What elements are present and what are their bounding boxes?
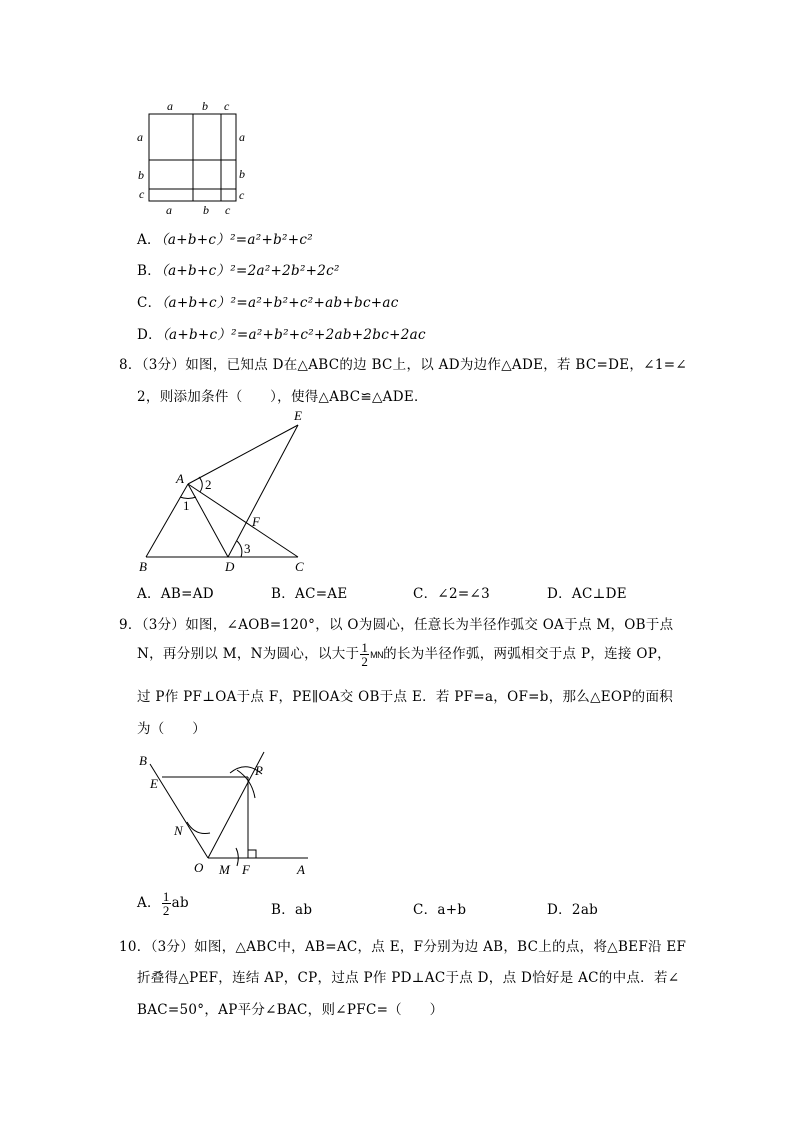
q8-label-B: B [139,559,147,574]
q7-bottom-c: c [225,203,231,217]
q7-top-c: c [224,99,230,113]
q8-option-d: D．AC⊥DE [547,586,627,602]
q9-option-a: A． $\frac{1}{2}$ ab [137,889,189,918]
q8-label-C: C [295,559,304,574]
q8-stem-line1: 8．（3分）如图，已知点 D在△ABC的边 BC上，以 AD为边作△ADE，若 BC=DE，∠1=∠ [119,357,687,373]
q9-label-A: A [297,862,305,877]
q8-angle-2: 2 [205,477,212,492]
q8-option-b: B．AC=AE [271,586,348,602]
q7-right-c: c [239,188,245,202]
q9-option-c: C．a+b [413,902,467,918]
q7-option-c: C．（a+b+c）²=a²+b²+c²+ab+bc+ac [137,295,399,311]
q7-option-d: D．（a+b+c）²=a²+b²+c²+2ab+2bc+2ac [137,327,426,343]
q9-option-d: D．2ab [547,902,599,918]
q7-left-c: c [139,187,145,201]
q8-option-c: C．∠2=∠3 [413,586,491,602]
q9-label-O: O [194,860,204,875]
q9-stem-line3: 过 P作 PF⊥OA于点 F，PE∥OA交 OB于点 E．若 PF=a，OF=b，那么△EOP的面积 [137,689,674,705]
q8-angle-3: 3 [244,541,251,556]
q7-option-b: B．（a+b+c）²=2a²+2b²+2c² [137,263,340,279]
q9-stem-line4: 为（ ） [137,721,206,737]
q9-label-E: E [150,776,158,791]
q8-angle-1: 1 [183,498,190,513]
q7-right-b: b [239,167,245,181]
q10-stem-line2: 折叠得△PEF，连结 AP，CP，过点 P作 PD⊥AC于点 D，点 D恰好是 AC的中点．若∠ [137,970,680,986]
q9-label-P: P [255,763,263,778]
q7-left-a: a [137,130,143,144]
q7-bottom-b: b [203,203,209,217]
q9-label-M: M [219,862,230,877]
q8-label-A: A [176,471,184,486]
q10-stem-line1: 10．（3分）如图，△ABC中，AB=AC，点 E，F分别为边 AB，BC上的点，将△BEF沿 EF [119,939,687,955]
q9-stem-line1: 9．（3分）如图，∠AOB=120°，以 O为圆心，任意长为半径作弧交 OA于点 M，OB于点 [119,617,674,633]
q7-left-b: b [138,168,144,182]
q10-stem-line3: BAC=50°，AP平分∠BAC，则∠PFC=（ ） [137,1002,444,1018]
q9-option-b: B．ab [271,902,313,918]
q7-right-a: a [239,130,245,144]
q7-top-b: b [202,99,208,113]
q9-fraction-half: $\frac{1}{2}$ [361,640,369,669]
q8-label-F: F [252,514,260,529]
q8-stem-line2: 2，则添加条件（ ），使得△ABC≌△ADE． [137,389,428,405]
q8-label-D: D [225,559,235,574]
q9-stem-line2: N，再分别以 M，N为圆心，以大于 $\frac{1}{2}$ MN的长为半径作弧，两弧相交于点 P，连接 OP， [137,640,671,669]
q8-label-E: E [294,408,302,423]
q7-top-a: a [167,99,173,113]
q8-option-a: A．AB=AD [137,586,214,602]
q9-label-N: N [174,823,183,838]
q7-bottom-a: a [166,203,172,217]
q9-label-B: B [139,753,147,768]
q7-option-a: A．（a+b+c）²=a²+b²+c² [137,232,313,248]
q9-label-F: F [242,862,250,877]
